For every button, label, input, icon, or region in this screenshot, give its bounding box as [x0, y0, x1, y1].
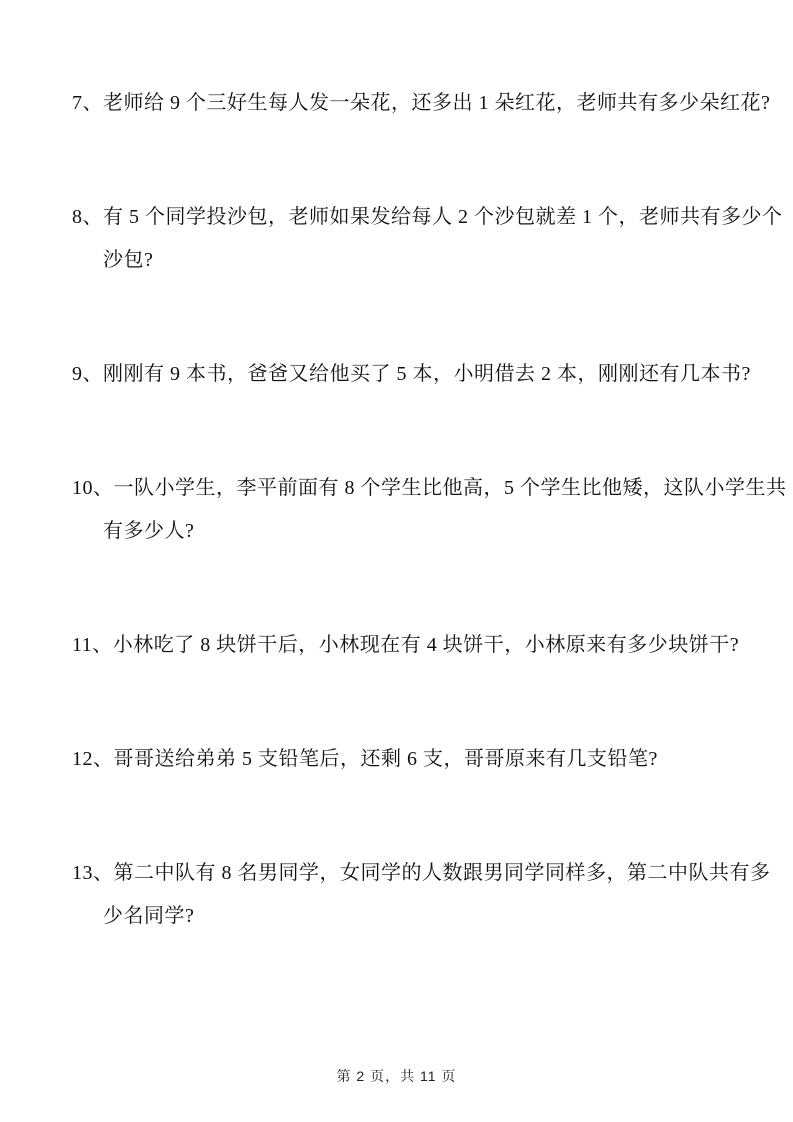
problem-8-line-2: 沙包? — [103, 249, 154, 271]
problem-8 — [72, 196, 783, 282]
problem-10-line-2: 有多少人? — [103, 520, 195, 542]
problem-10 — [72, 467, 787, 553]
page-number-footer: 第 2 页，共 11 页 — [336, 1068, 457, 1084]
problem-8-line-1: 8、有 5 个同学投沙包，老师如果发给每人 2 个沙包就差 1 个，老师共有多少个 — [72, 206, 783, 228]
problem-12-line-1: 12、哥哥送给弟弟 5 支铅笔后，还剩 6 支，哥哥原来有几支铅笔? — [72, 748, 658, 770]
problem-12 — [72, 738, 763, 781]
problem-7 — [72, 82, 771, 125]
problem-10-line-1: 10、一队小学生，李平前面有 8 个学生比他高，5 个学生比他矮，这队小学生共 — [72, 477, 787, 499]
problem-7-line-1: 7、老师给 9 个三好生每人发一朵花，还多出 1 朵红花，老师共有多少朵红花? — [72, 92, 771, 114]
problem-13-line-2: 少名同学? — [103, 905, 195, 927]
problem-9-line-1: 9、刚刚有 9 本书，爸爸又给他买了 5 本，小明借去 2 本，刚刚还有几本书? — [72, 363, 751, 385]
problem-11 — [72, 624, 763, 667]
problem-11-line-1: 11、小林吃了 8 块饼干后，小林现在有 4 块饼干，小林原来有多少块饼干? — [72, 634, 740, 656]
problem-9 — [72, 353, 763, 396]
problem-13 — [72, 852, 771, 938]
problem-13-line-1: 13、第二中队有 8 名男同学，女同学的人数跟男同学同样多，第二中队共有多 — [72, 862, 771, 884]
